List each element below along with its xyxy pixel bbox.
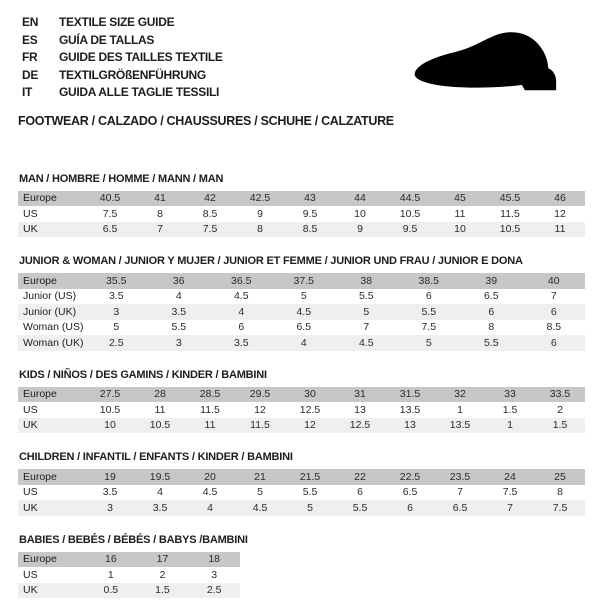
size-value: 7 bbox=[457, 486, 463, 499]
row-label: Europe bbox=[23, 470, 57, 483]
size-value: 2 bbox=[557, 403, 563, 416]
table-row bbox=[18, 289, 585, 305]
table-row bbox=[18, 222, 585, 238]
size-value: 7.5 bbox=[502, 486, 518, 499]
size-value: 8.5 bbox=[302, 223, 318, 236]
size-value: 4 bbox=[157, 486, 163, 499]
table-row bbox=[18, 304, 585, 320]
size-value: 22.5 bbox=[399, 470, 421, 483]
size-value: 6 bbox=[357, 486, 363, 499]
language-title: GUIDA ALLE TAGLIE TESSILI bbox=[59, 85, 220, 99]
size-value: 7 bbox=[507, 501, 513, 514]
size-value: 11.5 bbox=[200, 403, 220, 416]
language-code: EN bbox=[22, 15, 39, 29]
table-row bbox=[18, 191, 585, 207]
size-value: 3.5 bbox=[233, 336, 249, 349]
size-value: 8 bbox=[257, 223, 263, 236]
size-table bbox=[18, 469, 585, 516]
row-label: Europe bbox=[23, 553, 57, 566]
table-row bbox=[18, 567, 240, 583]
size-value: 40 bbox=[547, 274, 560, 287]
size-value: 16 bbox=[104, 553, 117, 566]
size-table bbox=[18, 273, 585, 351]
size-section bbox=[18, 256, 585, 351]
row-label: US bbox=[23, 486, 38, 499]
size-value: 3.5 bbox=[108, 290, 124, 303]
size-value: 6.5 bbox=[452, 501, 468, 514]
language-title: TEXTILE SIZE GUIDE bbox=[59, 15, 175, 29]
row-label: UK bbox=[23, 584, 38, 597]
size-value: 37.5 bbox=[293, 274, 314, 287]
size-value: 4.5 bbox=[252, 501, 268, 514]
table-row bbox=[18, 500, 585, 516]
size-value: 5.5 bbox=[171, 321, 187, 334]
language-code: DE bbox=[22, 67, 39, 82]
size-value: 7.5 bbox=[421, 321, 437, 334]
size-value: 6.5 bbox=[483, 290, 499, 303]
table-row bbox=[18, 583, 240, 599]
size-value: 6 bbox=[407, 501, 413, 514]
size-value: 12.5 bbox=[349, 419, 371, 432]
size-value: 2 bbox=[159, 568, 166, 581]
size-value: 42 bbox=[204, 192, 216, 205]
row-label: Europe bbox=[23, 192, 57, 205]
size-value: 10.5 bbox=[399, 207, 421, 220]
size-value: 3.5 bbox=[102, 486, 118, 499]
size-value: 43 bbox=[304, 192, 316, 205]
size-tables-container bbox=[18, 174, 585, 599]
size-value: 10 bbox=[104, 419, 116, 432]
size-value: 1 bbox=[457, 403, 463, 416]
size-value: 30 bbox=[304, 388, 316, 401]
size-value: 4 bbox=[175, 290, 182, 303]
size-value: 3 bbox=[107, 501, 113, 514]
size-value: 2.5 bbox=[206, 584, 222, 597]
row-label: US bbox=[23, 568, 38, 581]
size-value: 19.5 bbox=[149, 470, 171, 483]
size-value: 11 bbox=[154, 403, 166, 416]
language-code: FR bbox=[22, 50, 38, 64]
size-value: 5 bbox=[363, 305, 370, 318]
size-value: 5.5 bbox=[483, 336, 499, 349]
category-heading: FOOTWEAR / CALZADO / CHAUSSURES / SCHUHE / CALZATURE bbox=[18, 113, 394, 128]
size-value: 3.5 bbox=[171, 305, 187, 318]
size-value: 7.5 bbox=[202, 223, 218, 236]
size-value: 23.5 bbox=[449, 470, 471, 483]
size-value: 44.5 bbox=[399, 192, 421, 205]
size-value: 10.5 bbox=[99, 403, 121, 416]
size-value: 7.5 bbox=[552, 501, 568, 514]
size-value: 12 bbox=[254, 403, 266, 416]
size-value: 25 bbox=[554, 470, 566, 483]
size-value: 1.5 bbox=[552, 419, 568, 432]
size-value: 31.5 bbox=[399, 388, 421, 401]
language-title: GUÍA DE TALLAS bbox=[59, 32, 155, 47]
size-value: 6 bbox=[550, 336, 557, 349]
size-value: 18 bbox=[208, 553, 220, 566]
size-value: 5 bbox=[113, 321, 120, 334]
size-value: 45 bbox=[454, 192, 466, 205]
row-label: Junior (US) bbox=[23, 290, 77, 303]
size-value: 7 bbox=[157, 223, 163, 236]
section-title: CHILDREN / INFANTIL / ENFANTS / KINDER / BAMBINI bbox=[19, 451, 293, 463]
size-value: 38.5 bbox=[418, 274, 439, 287]
section-title: MAN / HOMBRE / HOMME / MANN / MAN bbox=[19, 172, 224, 185]
size-value: 4.5 bbox=[233, 290, 249, 303]
size-value: 32 bbox=[454, 388, 466, 401]
size-value: 13.5 bbox=[399, 403, 421, 416]
size-value: 7.5 bbox=[102, 207, 118, 220]
row-label: UK bbox=[23, 501, 38, 514]
size-value: 4 bbox=[300, 336, 307, 349]
size-section bbox=[18, 174, 585, 238]
size-value: 10 bbox=[454, 223, 466, 236]
size-value: 31 bbox=[354, 388, 366, 401]
size-value: 36.5 bbox=[231, 274, 252, 287]
size-value: 11.5 bbox=[500, 207, 520, 220]
table-row bbox=[18, 387, 585, 403]
size-value: 7 bbox=[550, 290, 557, 303]
size-value: 8 bbox=[488, 321, 495, 334]
size-value: 3 bbox=[113, 305, 120, 318]
size-value: 3 bbox=[211, 568, 218, 581]
size-value: 9 bbox=[257, 207, 263, 220]
size-value: 6 bbox=[238, 321, 245, 334]
table-row bbox=[18, 320, 585, 336]
size-table bbox=[18, 552, 240, 599]
language-title: GUIDE DES TAILLES TEXTILE bbox=[59, 50, 223, 64]
table-row bbox=[18, 469, 585, 485]
size-value: 45.5 bbox=[499, 192, 521, 205]
row-label: UK bbox=[23, 223, 38, 236]
size-value: 2.5 bbox=[108, 336, 124, 349]
size-value: 6.5 bbox=[402, 486, 418, 499]
row-label: Europe bbox=[23, 388, 57, 401]
size-value: 11 bbox=[204, 419, 216, 432]
row-label: US bbox=[23, 403, 38, 416]
size-value: 5 bbox=[307, 501, 313, 514]
row-label: US bbox=[23, 207, 38, 220]
size-value: 6.5 bbox=[296, 321, 312, 334]
size-value: 10 bbox=[354, 207, 366, 220]
size-value: 44 bbox=[354, 192, 366, 205]
size-value: 11.5 bbox=[250, 419, 270, 432]
size-value: 5.5 bbox=[358, 290, 374, 303]
size-value: 8.5 bbox=[546, 321, 562, 334]
size-value: 28.5 bbox=[199, 388, 221, 401]
size-value: 21 bbox=[254, 470, 266, 483]
table-row bbox=[18, 485, 585, 501]
row-label: Europe bbox=[23, 274, 57, 287]
size-value: 33.5 bbox=[549, 388, 571, 401]
section-title: KIDS / NIÑOS / DES GAMINS / KINDER / BAMBINI bbox=[19, 368, 267, 381]
size-value: 17 bbox=[156, 553, 169, 566]
language-title: TEXTILGRÖßENFÜHRUNG bbox=[59, 67, 206, 82]
row-label: Junior (UK) bbox=[23, 305, 77, 318]
size-value: 38 bbox=[360, 274, 373, 287]
size-value: 4 bbox=[207, 501, 213, 514]
size-value: 3.5 bbox=[152, 501, 168, 514]
size-value: 3 bbox=[175, 336, 182, 349]
size-value: 5 bbox=[300, 290, 307, 303]
size-value: 10.5 bbox=[149, 419, 171, 432]
language-code: ES bbox=[22, 32, 38, 47]
size-value: 35.5 bbox=[106, 274, 127, 287]
size-value: 6 bbox=[425, 290, 432, 303]
size-value: 1.5 bbox=[502, 403, 518, 416]
table-row bbox=[18, 552, 240, 568]
size-value: 1 bbox=[107, 568, 114, 581]
size-value: 36 bbox=[172, 274, 185, 287]
size-value: 22 bbox=[354, 470, 366, 483]
size-value: 1.5 bbox=[155, 584, 170, 597]
size-value: 12 bbox=[554, 207, 566, 220]
size-value: 28 bbox=[154, 388, 166, 401]
size-value: 9.5 bbox=[302, 207, 318, 220]
section-title: BABIES / BEBÉS / BÉBÉS / BABYS /BAMBINI bbox=[19, 533, 248, 546]
table-row bbox=[18, 335, 585, 351]
size-value: 5 bbox=[257, 486, 263, 499]
size-value: 19 bbox=[104, 470, 116, 483]
size-section bbox=[18, 535, 585, 599]
size-value: 46 bbox=[554, 192, 566, 205]
size-value: 5.5 bbox=[302, 486, 318, 499]
language-code: IT bbox=[22, 85, 33, 99]
size-value: 11 bbox=[554, 223, 566, 236]
size-value: 6.5 bbox=[102, 223, 118, 236]
size-value: 13 bbox=[404, 419, 416, 432]
size-value: 5.5 bbox=[421, 305, 437, 318]
size-value: 21.5 bbox=[299, 470, 321, 483]
section-title: JUNIOR & WOMAN / JUNIOR Y MUJER / JUNIOR ET FEMME / JUNIOR UND FRAU / JUNIOR E DONA bbox=[19, 255, 523, 267]
size-value: 4.5 bbox=[296, 305, 312, 318]
size-value: 40.5 bbox=[99, 192, 121, 205]
size-value: 27.5 bbox=[99, 388, 121, 401]
size-value: 6 bbox=[488, 305, 495, 318]
size-value: 4.5 bbox=[202, 486, 218, 499]
size-value: 5 bbox=[425, 336, 432, 349]
size-value: 20 bbox=[204, 470, 216, 483]
size-value: 1 bbox=[507, 419, 513, 432]
size-section bbox=[18, 452, 585, 516]
size-value: 0.5 bbox=[103, 584, 119, 597]
size-value: 13.5 bbox=[449, 419, 471, 432]
size-value: 4 bbox=[238, 305, 245, 318]
size-value: 33 bbox=[504, 388, 516, 401]
size-value: 9.5 bbox=[402, 223, 418, 236]
table-row bbox=[18, 273, 585, 289]
size-value: 12 bbox=[304, 419, 316, 432]
size-section bbox=[18, 370, 585, 434]
size-value: 8.5 bbox=[202, 207, 218, 220]
size-value: 4.5 bbox=[358, 336, 374, 349]
table-row bbox=[18, 206, 585, 222]
document-header bbox=[18, 14, 585, 129]
size-value: 10.5 bbox=[499, 223, 521, 236]
size-value: 39 bbox=[485, 274, 498, 287]
size-value: 11 bbox=[454, 207, 466, 220]
size-table bbox=[18, 191, 585, 238]
size-value: 7 bbox=[363, 321, 370, 334]
size-value: 8 bbox=[157, 207, 163, 220]
table-row bbox=[18, 418, 585, 434]
table-row bbox=[18, 402, 585, 418]
size-value: 12.5 bbox=[299, 403, 321, 416]
row-label: UK bbox=[23, 419, 38, 432]
size-table bbox=[18, 387, 585, 434]
size-value: 24 bbox=[504, 470, 516, 483]
size-value: 9 bbox=[357, 223, 363, 236]
size-value: 41 bbox=[154, 192, 166, 205]
size-value: 29.5 bbox=[249, 388, 271, 401]
size-value: 42.5 bbox=[249, 192, 271, 205]
size-value: 8 bbox=[557, 486, 563, 499]
size-value: 5.5 bbox=[352, 501, 368, 514]
row-label: Woman (US) bbox=[23, 321, 84, 334]
shoe-icon bbox=[400, 20, 578, 102]
size-value: 6 bbox=[550, 305, 557, 318]
size-value: 13 bbox=[354, 403, 366, 416]
row-label: Woman (UK) bbox=[23, 336, 84, 349]
